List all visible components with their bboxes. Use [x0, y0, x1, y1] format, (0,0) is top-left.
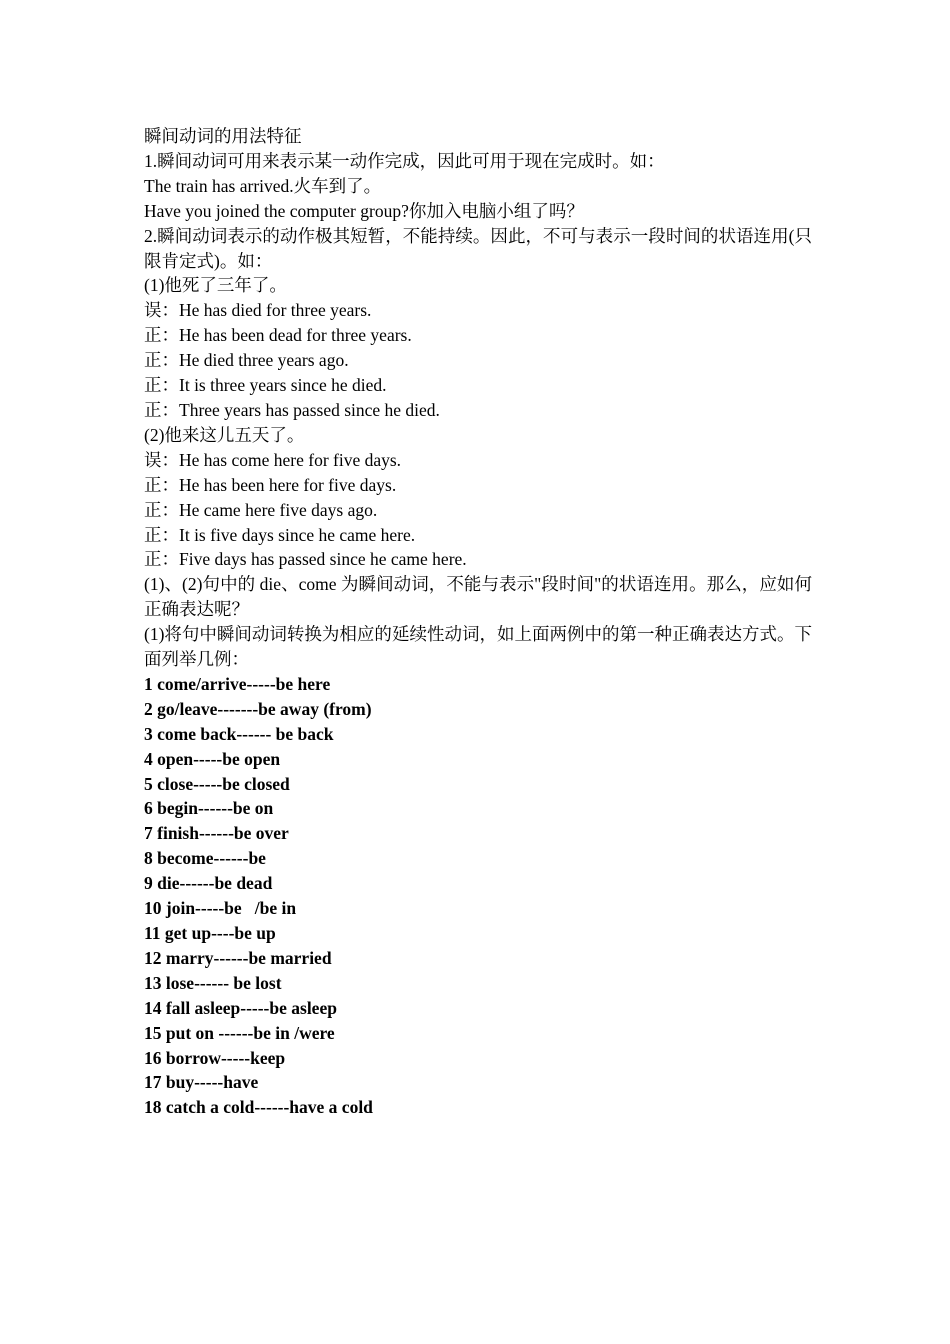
- paragraph-7: 正：He has been dead for three years.: [144, 325, 412, 346]
- paragraph-3: Have you joined the computer group?你加入电脑小组了吗？: [144, 200, 584, 221]
- paragraph-6: 误：He has died for three years.: [144, 300, 372, 321]
- paragraph-18: (1)将句中瞬间动词转换为相应的延续性动词，如上面两例中的第一种正确表达方式。下面列举几例：: [144, 624, 812, 670]
- paragraph-5: (1)他死了三年了。: [144, 275, 287, 296]
- list-item: 15 put on ------be in /were: [144, 1022, 335, 1043]
- list-item: 12 marry------be married: [144, 947, 332, 968]
- paragraph-8: 正：He died three years ago.: [144, 350, 349, 371]
- list-item: 18 catch a cold------have a cold: [144, 1097, 373, 1118]
- list-item: 4 open-----be open: [144, 748, 281, 769]
- list-item: 7 finish------be over: [144, 823, 289, 844]
- document-title: 瞬间动词的用法特征: [144, 126, 302, 146]
- list-item: 14 fall asleep-----be asleep: [144, 997, 337, 1018]
- list-item: 11 get up----be up: [144, 923, 276, 943]
- paragraph-10: 正：Three years has passed since he died.: [144, 399, 440, 420]
- paragraph-1: 1.瞬间动词可用来表示某一动作完成，因此可用于现在完成时。如：: [144, 150, 665, 171]
- list-item: 1 come/arrive-----be here: [144, 673, 331, 694]
- paragraph-13: 正：He has been here for five days.: [144, 474, 397, 495]
- list-item: 13 lose------ be lost: [144, 972, 282, 993]
- list-item: 8 become------be: [144, 848, 266, 869]
- list-item: 10 join-----be /be in: [144, 898, 297, 919]
- paragraph-14: 正：He came here five days ago.: [144, 499, 378, 520]
- paragraph-15: 正：It is five days since he came here.: [144, 524, 416, 545]
- list-item: 5 close-----be closed: [144, 773, 290, 794]
- list-item: 6 begin------be on: [144, 798, 274, 819]
- paragraph-4: 2.瞬间动词表示的动作极其短暂，不能持续。因此，不可与表示一段时间的状语连用(只限肯定式)。如：: [144, 225, 812, 271]
- list-item: 16 borrow-----keep: [144, 1047, 286, 1068]
- list-item: 17 buy-----have: [144, 1072, 259, 1093]
- list-item: 3 come back------ be back: [144, 723, 334, 744]
- paragraph-16: 正：Five days has passed since he came here.: [144, 549, 467, 570]
- paragraph-12: 误：He has come here for five days.: [144, 449, 402, 470]
- document-page: [144, 124, 812, 1120]
- paragraph-2: The train has arrived.火车到了。: [144, 175, 382, 196]
- list-item: 2 go/leave-------be away (from): [144, 698, 372, 719]
- paragraph-17: (1)、(2)句中的 die、come 为瞬间动词，不能与表示"段时间"的状语连用。那么，应如何正确表达呢？: [144, 574, 812, 620]
- paragraph-11: (2)他来这儿五天了。: [144, 424, 305, 445]
- list-item: 9 die------be dead: [144, 873, 273, 894]
- paragraph-9: 正：It is three years since he died.: [144, 375, 387, 396]
